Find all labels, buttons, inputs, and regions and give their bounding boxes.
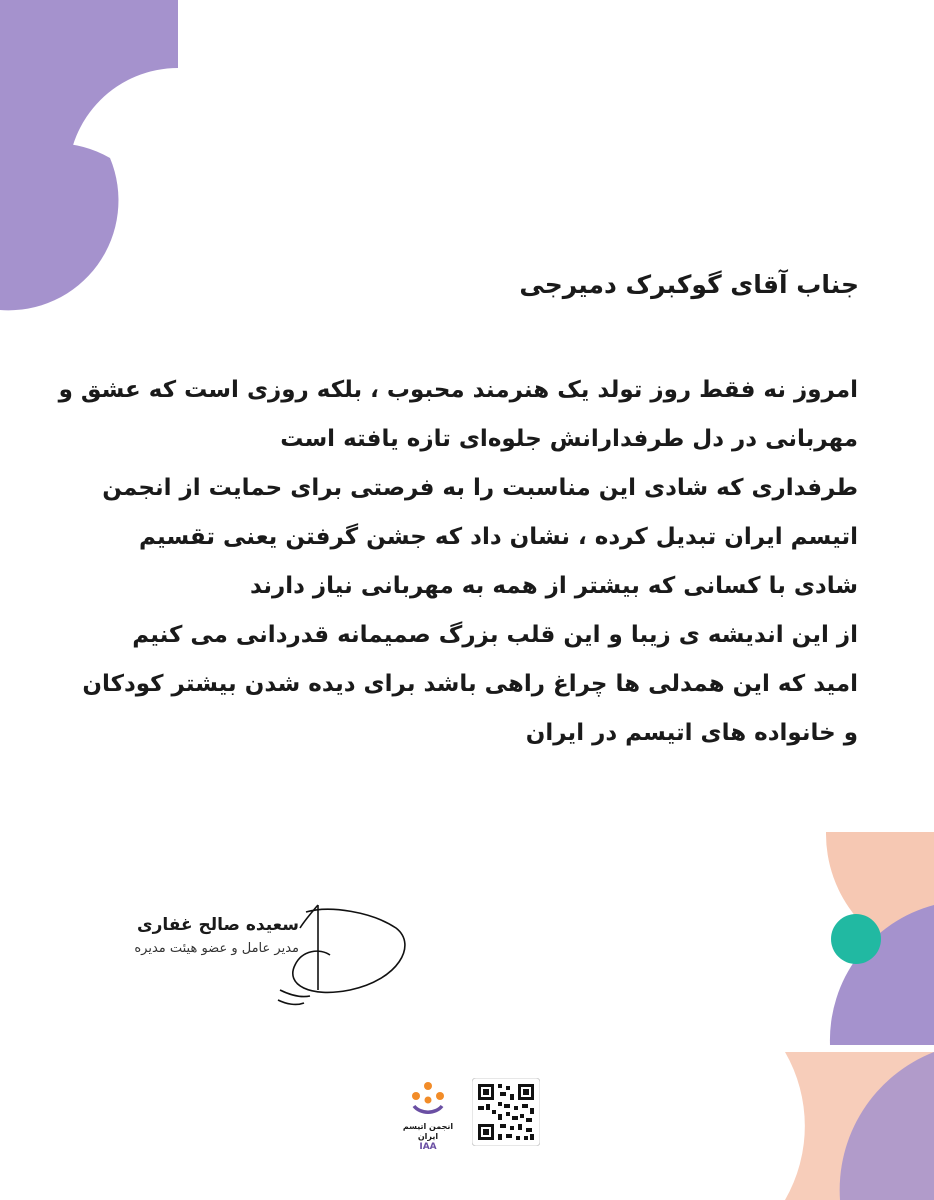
signer-name: سعیده صالح غفاری [137,915,299,935]
letter-body [58,366,858,758]
letter-line: امید که این همدلی ها چراغ راهی باشد برای دیده شدن بیشتر کودکان [82,671,858,697]
logo-icon [408,1078,448,1118]
logo-text: انجمن اتیسم ایران [402,1122,454,1141]
letter-line: مهربانی در دل طرفدارانش جلوه‌ای تازه یافته است [280,426,858,452]
signer-block [59,915,299,956]
letter-line: و خانواده های اتیسم در ایران [525,720,858,746]
signer-title: مدیر عامل و عضو هیئت مدیره [134,941,299,956]
letter-line: طرفداری که شادی این مناسبت را به فرصتی برای حمایت از انجمن [102,475,858,501]
letter-line: شادی با کسانی که بیشتر از همه به مهربانی نیاز دارند [250,573,858,599]
teal-dot [831,914,881,964]
letter-line: از این اندیشه ی زیبا و این قلب بزرگ صمیمانه قدردانی می کنیم [132,622,858,648]
salutation: جناب آقای گوکبرک دمیرجی [519,270,859,299]
qr-code-icon [472,1078,540,1146]
letter-line: امروز نه فقط روز تولد یک هنرمند محبوب ، بلکه روزی است که عشق و [58,377,858,403]
letter-line: اتیسم ایران تبدیل کرده ، نشان داد که جشن گرفتن یعنی تقسیم [139,524,858,550]
logo-abbr: IAA [419,1142,437,1152]
organization-logo [394,1078,462,1158]
left-arc-shape [0,143,118,310]
